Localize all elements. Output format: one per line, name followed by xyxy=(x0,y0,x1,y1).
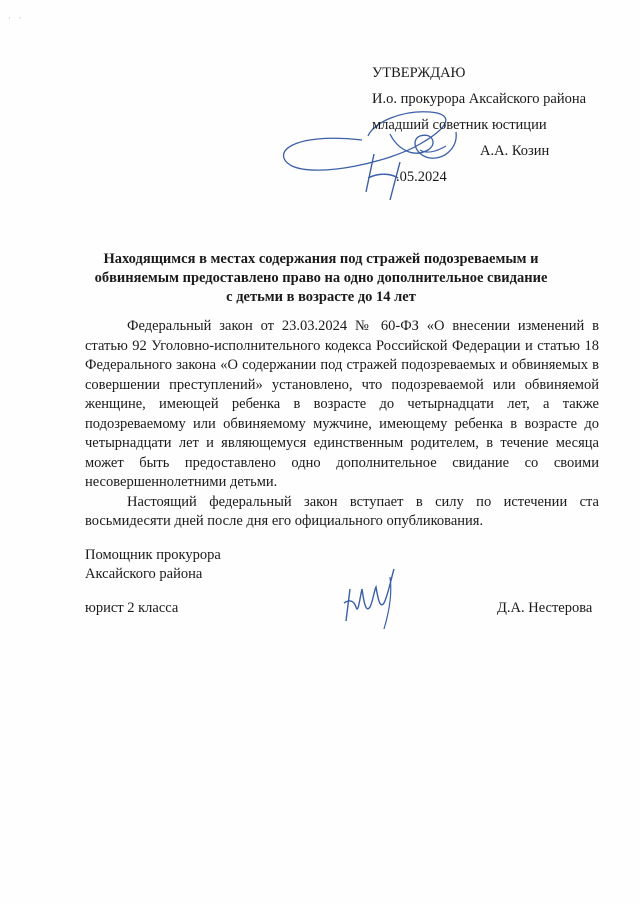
scan-mark: · · xyxy=(8,14,25,23)
signer-rank: юрист 2 класса xyxy=(85,600,179,616)
approval-date: .05.2024 xyxy=(396,169,447,185)
approval-rank: младший советник юстиции xyxy=(372,117,547,133)
signer-name: Д.А. Нестерова xyxy=(497,600,593,616)
approval-position: И.о. прокурора Аксайского района xyxy=(372,91,587,107)
signer-position xyxy=(85,546,221,584)
approval-name: А.А. Козин xyxy=(480,143,550,159)
signer-signature-icon xyxy=(340,563,402,633)
signer-position-line2: Аксайского района xyxy=(85,566,203,582)
body-paragraph-2: Настоящий федеральный закон вступает в силу по истечении ста восьмидесяти дней после дня его официального опубликования. xyxy=(85,493,599,529)
body-paragraph-1: Федеральный закон от 23.03.2024 № 60-ФЗ «О внесении изменений в статью 92 Уголовно-исполнительного кодекса Российской Федерации и статью 18 Федерального закона «О содержании под стражей подозреваемых и обвиняемых в совершении преступлений» установлено, что подозреваемой или обвиняемой женщине, имеющей ребенка в возрасте до четырнадцати лет, а также подозреваемому или обвиняемому мужчине, имеющему ребенка в возрасте до четырнадцати лет и являющемуся единственным родителем, в течение месяца может быть предоставлено одно дополнительное свидание со своими несовершеннолетними детьми. xyxy=(85,318,599,490)
approval-heading: УТВЕРЖДАЮ xyxy=(372,65,466,81)
signer-position-line1: Помощник прокурора xyxy=(85,547,221,563)
document-body xyxy=(85,317,599,532)
document-title: Находящимся в местах содержания под стражей подозреваемым и обвиняемым предоставлено право на одно дополнительное свидание с детьми в возрасте до 14 лет xyxy=(94,251,548,305)
approval-block xyxy=(372,60,622,190)
